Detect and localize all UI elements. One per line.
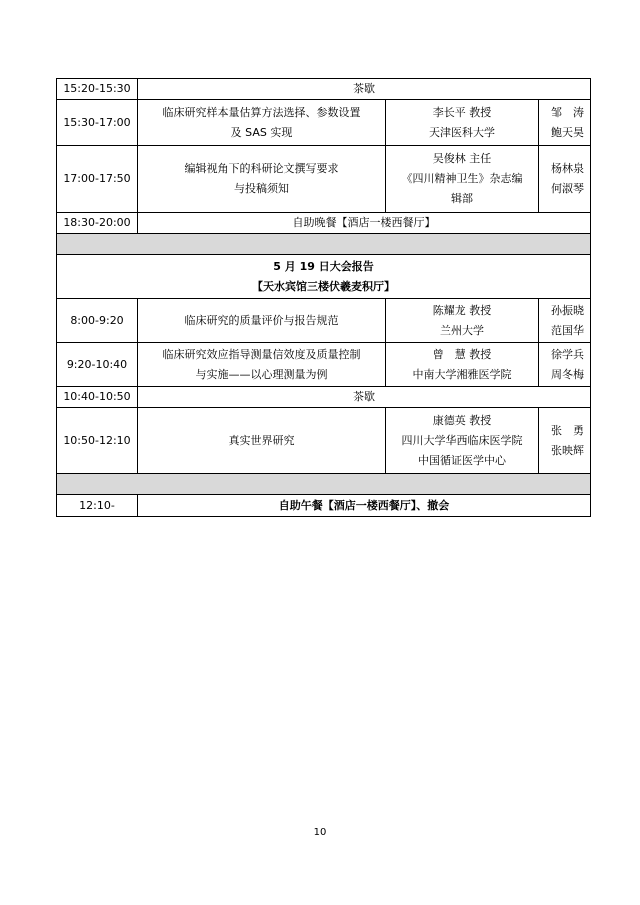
host-name: 杨林泉: [551, 162, 585, 175]
table-row: [57, 100, 591, 146]
page-number: 10: [313, 827, 327, 838]
section-venue: 【天水宾馆三楼伏羲麦积厅】: [252, 279, 396, 293]
topic-line: 编辑视角下的科研论文撰写要求: [184, 162, 339, 175]
topic-cell: [138, 100, 386, 146]
table-row: [57, 79, 591, 100]
section-header-row: [57, 255, 591, 299]
speaker-name: 吴俊林 主任: [432, 152, 492, 165]
speaker-affiliation: 辑部: [451, 192, 473, 205]
separator-row: [57, 474, 591, 495]
speaker-cell: [386, 408, 539, 474]
speaker-affiliation: 中南大学湘雅医学院: [412, 367, 512, 381]
table-row: [57, 408, 591, 474]
break-cell: 茶歇: [138, 79, 591, 100]
time-cell: 10:50-12:10: [57, 408, 138, 474]
host-name: 鲍天昊: [551, 125, 585, 139]
speaker-name: 李长平 教授: [432, 105, 492, 119]
separator-row: [57, 234, 591, 255]
time-cell: 17:00-17:50: [57, 146, 138, 213]
table-row: [57, 387, 591, 408]
host-cell: [539, 100, 591, 146]
host-name: 孙振晓: [551, 303, 585, 317]
table-row: [57, 213, 591, 234]
host-cell: [539, 343, 591, 387]
host-cell: [539, 146, 591, 213]
host-cell: [539, 408, 591, 474]
time-cell: 10:40-10:50: [57, 387, 138, 408]
speaker-cell: [386, 299, 539, 343]
meal-cell: 自助晚餐【酒店一楼西餐厅】: [138, 213, 591, 234]
host-name: 邹 涛: [551, 105, 585, 119]
topic-line: 及 SAS 实现: [230, 125, 293, 139]
time-cell: 15:20-15:30: [57, 79, 138, 100]
topic-line: 与实施——以心理测量为例: [195, 367, 328, 381]
topic-line: 临床研究效应指导测量信效度及质量控制: [162, 347, 361, 361]
meal-cell: 自助午餐【酒店一楼西餐厅】、撤会: [138, 495, 591, 517]
speaker-cell: [386, 100, 539, 146]
time-cell: 9:20-10:40: [57, 343, 138, 387]
host-name: 何淑琴: [551, 182, 585, 195]
table-row: [57, 299, 591, 343]
host-cell: [539, 299, 591, 343]
host-name: 周冬梅: [551, 367, 585, 381]
host-name: 范国华: [551, 323, 585, 337]
time-cell: 12:10-: [57, 495, 138, 517]
speaker-affiliation: 《四川精神卫生》杂志编: [401, 172, 523, 185]
schedule-table: [56, 78, 591, 517]
speaker-name: 曾 慧 教授: [432, 347, 492, 361]
topic-cell: [138, 299, 386, 343]
time-cell: 18:30-20:00: [57, 213, 138, 234]
table-row: [57, 495, 591, 517]
topic-line: 临床研究样本量估算方法选择、参数设置: [162, 105, 361, 119]
topic-line: 与投稿须知: [234, 182, 289, 195]
speaker-name: 康德英 教授: [432, 413, 492, 427]
speaker-cell: [386, 343, 539, 387]
speaker-name: 陈耀龙 教授: [432, 303, 492, 317]
speaker-affiliation: 四川大学华西临床医学院: [401, 433, 523, 447]
topic-cell: [138, 408, 386, 474]
topic-line: 临床研究的质量评价与报告规范: [184, 313, 339, 327]
host-name: 张 勇: [551, 423, 585, 437]
section-header: [57, 255, 591, 299]
host-name: 徐学兵: [551, 347, 585, 361]
table-row: [57, 343, 591, 387]
speaker-affiliation: 兰州大学: [440, 323, 484, 337]
host-name: 张映辉: [551, 443, 585, 457]
speaker-cell: [386, 146, 539, 213]
topic-cell: [138, 343, 386, 387]
time-cell: 15:30-17:00: [57, 100, 138, 146]
speaker-affiliation: 天津医科大学: [429, 125, 495, 139]
section-date: 5 月 19 日大会报告: [273, 259, 374, 273]
time-cell: 8:00-9:20: [57, 299, 138, 343]
topic-cell: [138, 146, 386, 213]
topic-line: 真实世界研究: [228, 433, 295, 447]
speaker-affiliation: 中国循证医学中心: [418, 453, 506, 467]
table-row: [57, 146, 591, 213]
break-cell: 茶歇: [138, 387, 591, 408]
